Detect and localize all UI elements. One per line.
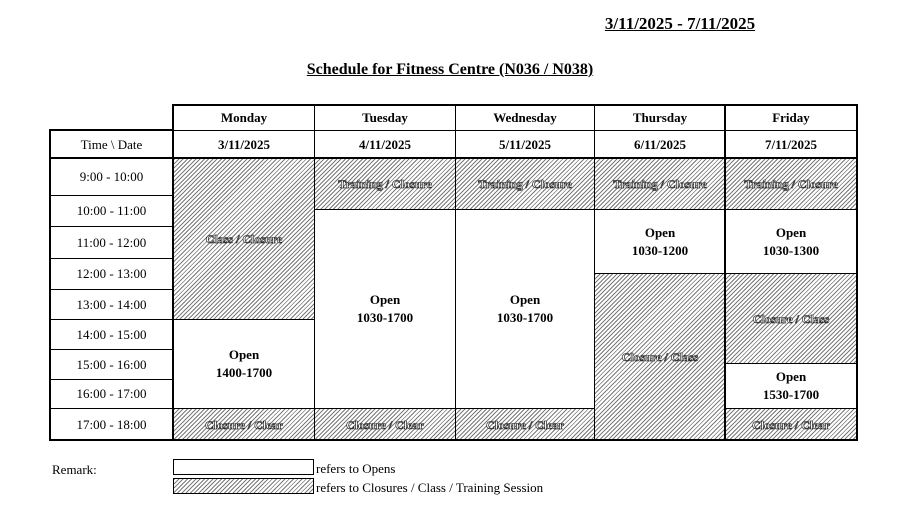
- day-header-thursday: Thursday: [632, 110, 688, 125]
- legend-closure-swatch: [173, 478, 314, 494]
- block-label: Open: [644, 224, 676, 240]
- block-thursday-training-closure: [595, 159, 725, 209]
- block-label: Training / Closure: [478, 177, 572, 191]
- time-slot: 14:00 - 15:00: [76, 326, 147, 342]
- block-label: Closure / Clear: [752, 417, 830, 432]
- block-monday-class-closure: [174, 159, 314, 319]
- block-label: Open: [775, 224, 807, 240]
- time-slot: 17:00 - 18:00: [76, 416, 147, 432]
- block-label: Open: [369, 292, 401, 307]
- date-tuesday: 4/11/2025: [358, 136, 411, 152]
- remark-label: Remark:: [52, 462, 97, 477]
- block-label: Closure / Clear: [205, 417, 283, 432]
- block-tuesday-training-closure: [315, 159, 455, 209]
- block-friday-open-morning: [726, 210, 856, 273]
- date-thursday: 6/11/2025: [633, 136, 686, 152]
- block-friday-closure-class: [726, 274, 856, 363]
- time-slot: 10:00 - 11:00: [76, 203, 147, 218]
- block-wednesday-training-closure: [456, 159, 594, 209]
- block-label: Training / Closure: [338, 177, 432, 191]
- legend-open-text: refers to Opens: [316, 461, 396, 476]
- date-monday: 3/11/2025: [217, 136, 270, 152]
- time-slot: 13:00 - 14:00: [76, 296, 147, 312]
- date-friday: 7/11/2025: [764, 136, 817, 152]
- block-label: Training / Closure: [744, 177, 838, 191]
- block-label: Class / Closure: [205, 232, 283, 246]
- date-range: 3/11/2025 - 7/11/2025: [604, 14, 756, 33]
- block-label: Training / Closure: [613, 177, 707, 191]
- time-slot: 16:00 - 17:00: [76, 386, 147, 401]
- block-thursday-closure-class: [595, 274, 725, 440]
- legend-closure-text: refers to Closures / Class / Training Session: [316, 480, 544, 495]
- block-hours: 1030-1700: [356, 310, 414, 325]
- block-hours: 1030-1700: [496, 310, 554, 325]
- block-friday-training-closure: [726, 159, 856, 209]
- date-wednesday: 5/11/2025: [498, 136, 551, 152]
- time-slot: 15:00 - 16:00: [76, 356, 147, 372]
- block-hours: 1400-1700: [215, 365, 273, 380]
- block-tuesday-open: [315, 210, 455, 408]
- block-thursday-open: [595, 210, 725, 273]
- page-title: Schedule for Fitness Centre (N036 / N038): [306, 61, 594, 78]
- block-wednesday-closure-clear: [456, 409, 594, 440]
- block-friday-open-afternoon: [726, 364, 856, 408]
- corner-label: Time \ Date: [80, 136, 143, 152]
- block-monday-closure-clear: [174, 409, 314, 440]
- block-label: Open: [509, 292, 541, 307]
- time-slot: 9:00 - 10:00: [79, 169, 144, 184]
- day-header-tuesday: Tuesday: [362, 110, 408, 125]
- block-hours: 1030-1300: [762, 242, 820, 258]
- block-hours: 1030-1200: [631, 242, 689, 258]
- block-friday-closure-clear: [726, 409, 856, 440]
- block-monday-open: [174, 320, 314, 408]
- day-header-friday: Friday: [772, 110, 810, 125]
- block-label: Open: [775, 369, 807, 384]
- block-label: Closure / Clear: [486, 417, 564, 432]
- block-tuesday-closure-clear: [315, 409, 455, 440]
- block-wednesday-open: [456, 210, 594, 408]
- block-hours: 1530-1700: [762, 387, 820, 402]
- day-header-monday: Monday: [220, 110, 268, 125]
- time-slot: 11:00 - 12:00: [76, 234, 147, 250]
- block-label: Open: [228, 347, 260, 362]
- block-label: Closure / Class: [752, 311, 830, 326]
- block-label: Closure / Class: [621, 350, 699, 364]
- day-header-wednesday: Wednesday: [493, 110, 557, 125]
- time-slot: 12:00 - 13:00: [76, 266, 147, 281]
- legend-open-swatch: [173, 459, 314, 475]
- block-label: Closure / Clear: [346, 417, 424, 432]
